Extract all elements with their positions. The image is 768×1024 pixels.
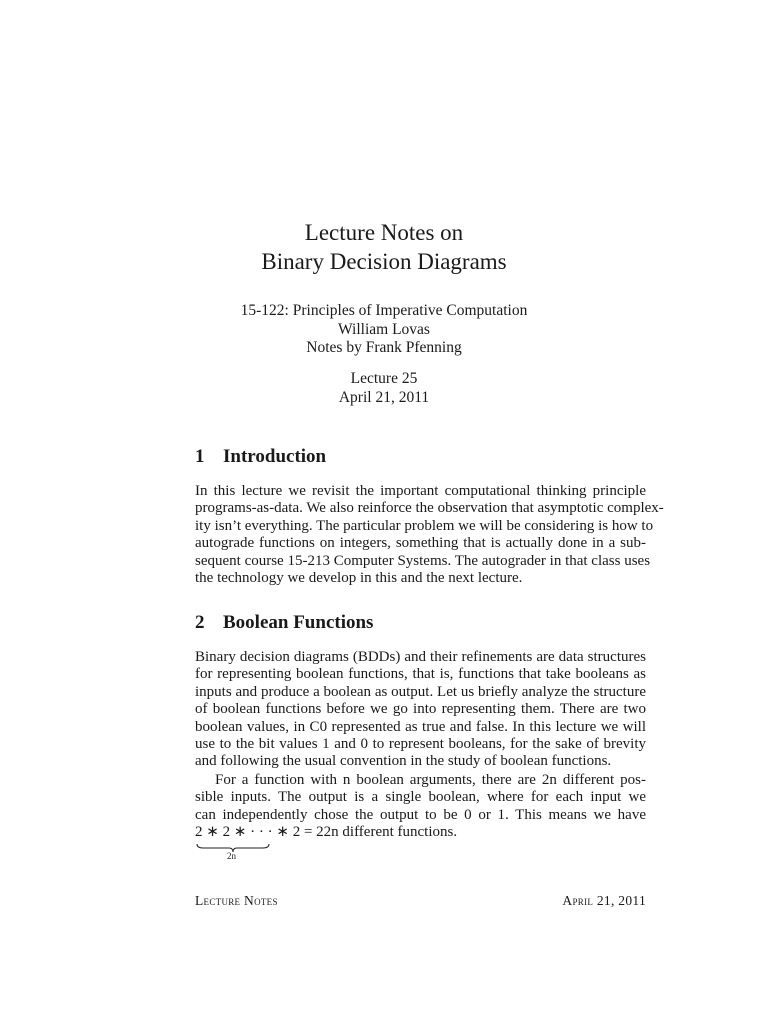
text-line: sible inputs. The output is a single boolean, where for each input we: [195, 789, 646, 806]
section-heading-boolean-functions: [195, 612, 373, 634]
text-line: boolean values, in C0 represented as true and false. In this lecture we will: [195, 718, 646, 735]
text-line: the technology we develop in this and the next lecture.: [195, 569, 523, 586]
text-line: For a function with n boolean arguments, there are 2n different pos-: [215, 772, 646, 788]
underbrace-icon: [195, 843, 271, 861]
course-name: 15-122: Principles of Imperative Computation: [240, 302, 528, 319]
footer-right: April 21, 2011: [562, 893, 646, 908]
text-line: ity isn’t everything. The particular problem we will be considering is how to: [195, 517, 654, 534]
text-line: use to the bit values 1 and 0 to represent booleans, for the sake of brevity: [195, 735, 646, 752]
document-metadata: [0, 302, 768, 358]
text-line: inputs and produce a boolean as output. Let us briefly analyze the structure: [195, 683, 646, 700]
introduction-paragraph: [195, 483, 664, 587]
text-line: and following the usual convention in the study of boolean functions.: [195, 753, 612, 770]
text-line: In this lecture we revisit the important computational thinking principle: [195, 483, 646, 499]
lecture-date: April 21, 2011: [338, 388, 430, 406]
section-number: 1: [195, 446, 205, 467]
title-line-2: Binary Decision Diagrams: [261, 249, 507, 274]
function-count-paragraph: [195, 772, 646, 842]
section-heading-introduction: [195, 446, 326, 468]
section-title: Introduction: [223, 446, 327, 467]
text-line: Binary decision diagrams (BDDs) and their refinements are data structures: [195, 649, 646, 665]
footer-left: Lecture Notes: [195, 893, 278, 908]
text-line: for representing boolean functions, that is, functions that take booleans as: [195, 666, 646, 683]
document-title: [0, 218, 768, 276]
section-number: 2: [195, 612, 205, 633]
lecture-number: Lecture 25: [350, 370, 418, 387]
lecture-info: [0, 370, 768, 407]
author-name: William Lovas: [338, 320, 430, 338]
text-line: autograde functions on integers, something that is actually done in a sub-: [195, 535, 646, 552]
title-line-1: Lecture Notes on: [304, 220, 464, 245]
text-line: sequent course 15-213 Computer Systems. The autograder in that class uses: [195, 552, 651, 569]
section-title: Boolean Functions: [223, 612, 374, 633]
text-line: programs-as-data. We also reinforce the observation that asymptotic complex-: [195, 500, 664, 517]
boolean-functions-paragraph: [195, 649, 646, 771]
text-line: can independently chose the output to be 0 or 1. This means we have: [195, 806, 646, 823]
text-line: of boolean functions before we go into representing them. There are two: [195, 701, 646, 718]
underbrace-label: 2n: [227, 851, 236, 861]
notes-by: Notes by Frank Pfenning: [306, 339, 462, 356]
math-text-line: 2 ∗ 2 ∗ · · · ∗ 2 = 22n different functions.: [195, 824, 458, 841]
